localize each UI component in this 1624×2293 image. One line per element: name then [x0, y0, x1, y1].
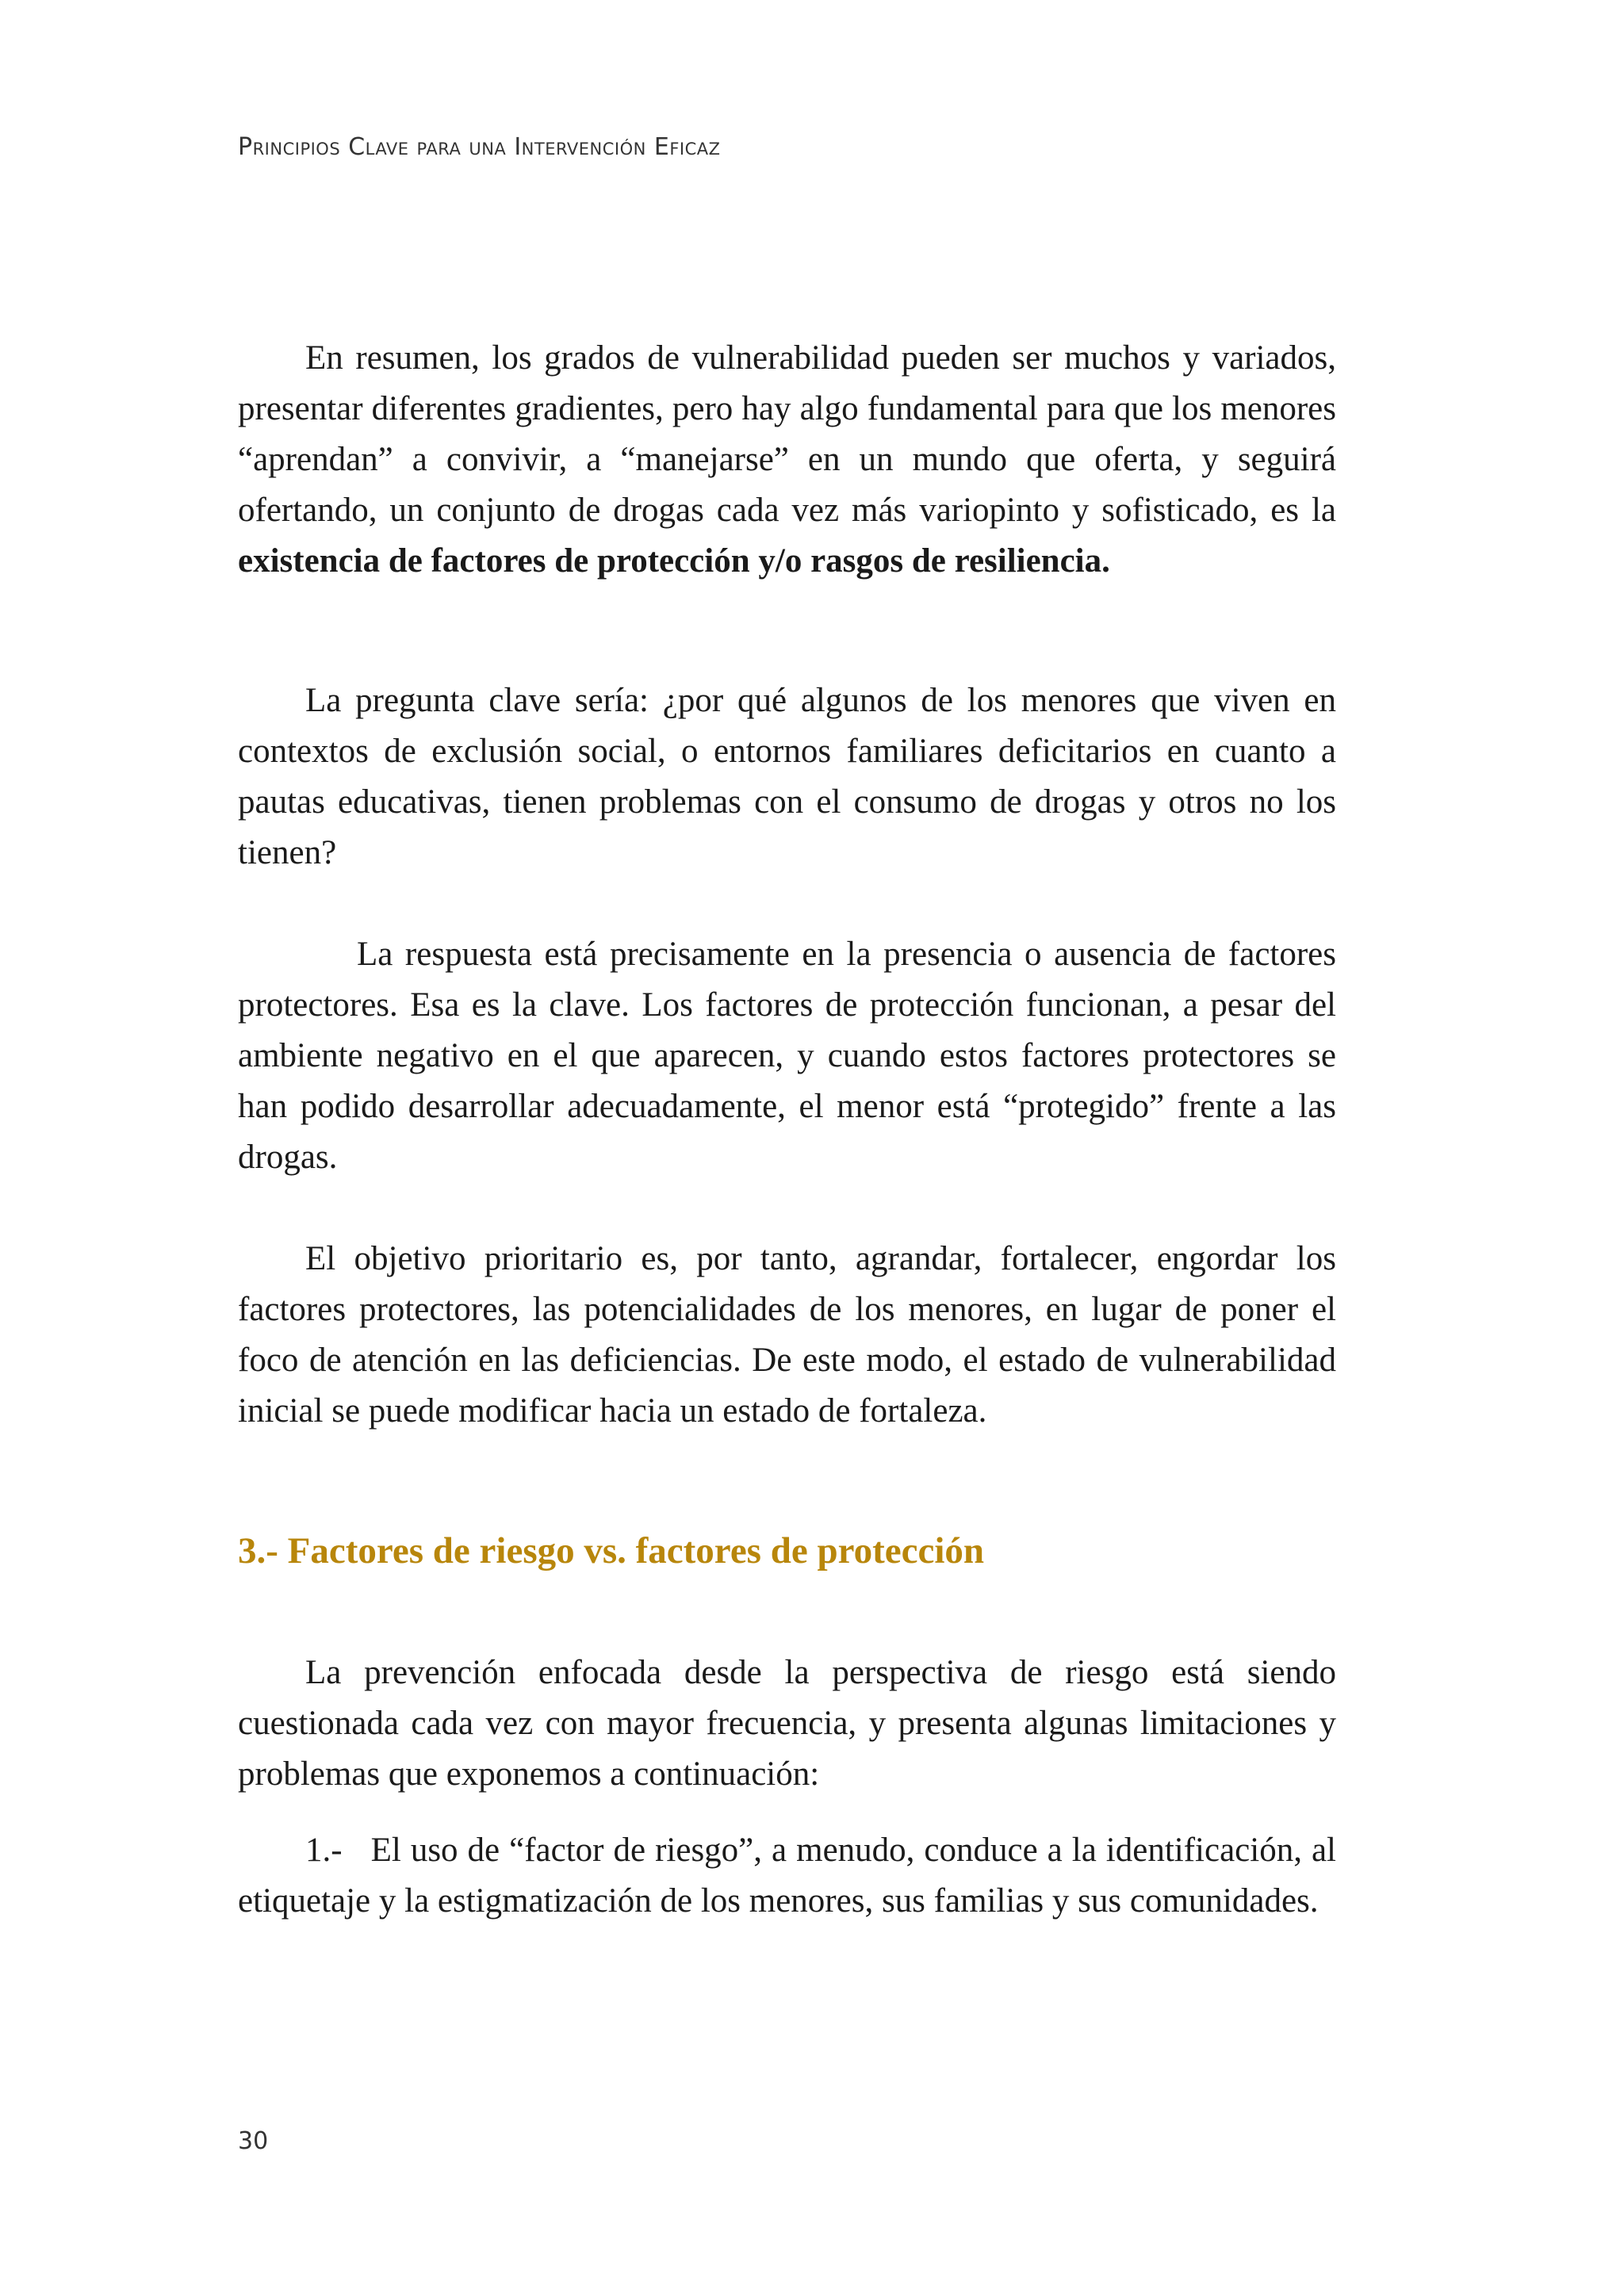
- paragraph-summary-bold: existencia de factores de protección y/o rasgos de resiliencia.: [238, 542, 1110, 580]
- page-number: 30: [238, 2127, 269, 2155]
- list-item-1: 1.- El uso de “factor de riesgo”, a menudo, conduce a la identificación, al etiquetaje y la estigmatización de los menores, sus familias y sus comunidades.: [238, 1832, 1345, 1920]
- paragraph-key-question: La pregunta clave sería: ¿por qué algunos de los menores que viven en contextos de exclusión social, o entornos familiares deficitarios en cuanto a pautas educativas, tienen problemas con el consumo de drogas y otros no los tienen?: [238, 682, 1336, 871]
- section-heading: 3.- Factores de riesgo vs. factores de protección: [238, 1530, 985, 1571]
- paragraph-answer: La respuesta está precisamente en la presencia o ausencia de factores protectores. Esa es la clave. Los factores de protección funcionan, a pesar del ambiente negativo en el que aparecen, y cuando estos factores protectores se han podido desarrollar adecuadamente, el menor está “protegido” frente a las drogas.: [238, 936, 1336, 1176]
- paragraph-summary: [238, 333, 1336, 587]
- running-header: Principios Clave para una Intervención Eficaz: [238, 133, 721, 161]
- paragraph-objective: El objetivo prioritario es, por tanto, agrandar, fortalecer, engordar los factores protectores, las potencialidades de los menores, en lugar de poner el foco de atención en las deficiencias. De este modo, el estado de vulnerabilidad inicial se puede modificar hacia un estado de fortaleza.: [238, 1240, 1336, 1430]
- paragraph-summary-text: En resumen, los grados de vulnerabilidad pueden ser muchos y variados, presentar diferentes gradientes, pero hay algo fundamental para que los menores “aprendan” a convivir, a “manejarse” en un mundo que oferta, y seguirá ofertando, un conjunto de drogas cada vez más variopinto y sofisticado, es la: [238, 339, 1336, 529]
- paragraph-prevention: La prevención enfocada desde la perspectiva de riesgo está siendo cuestionada cada vez con mayor frecuencia, y presenta algunas limitaciones y problemas que exponemos a continuación:: [238, 1654, 1336, 1793]
